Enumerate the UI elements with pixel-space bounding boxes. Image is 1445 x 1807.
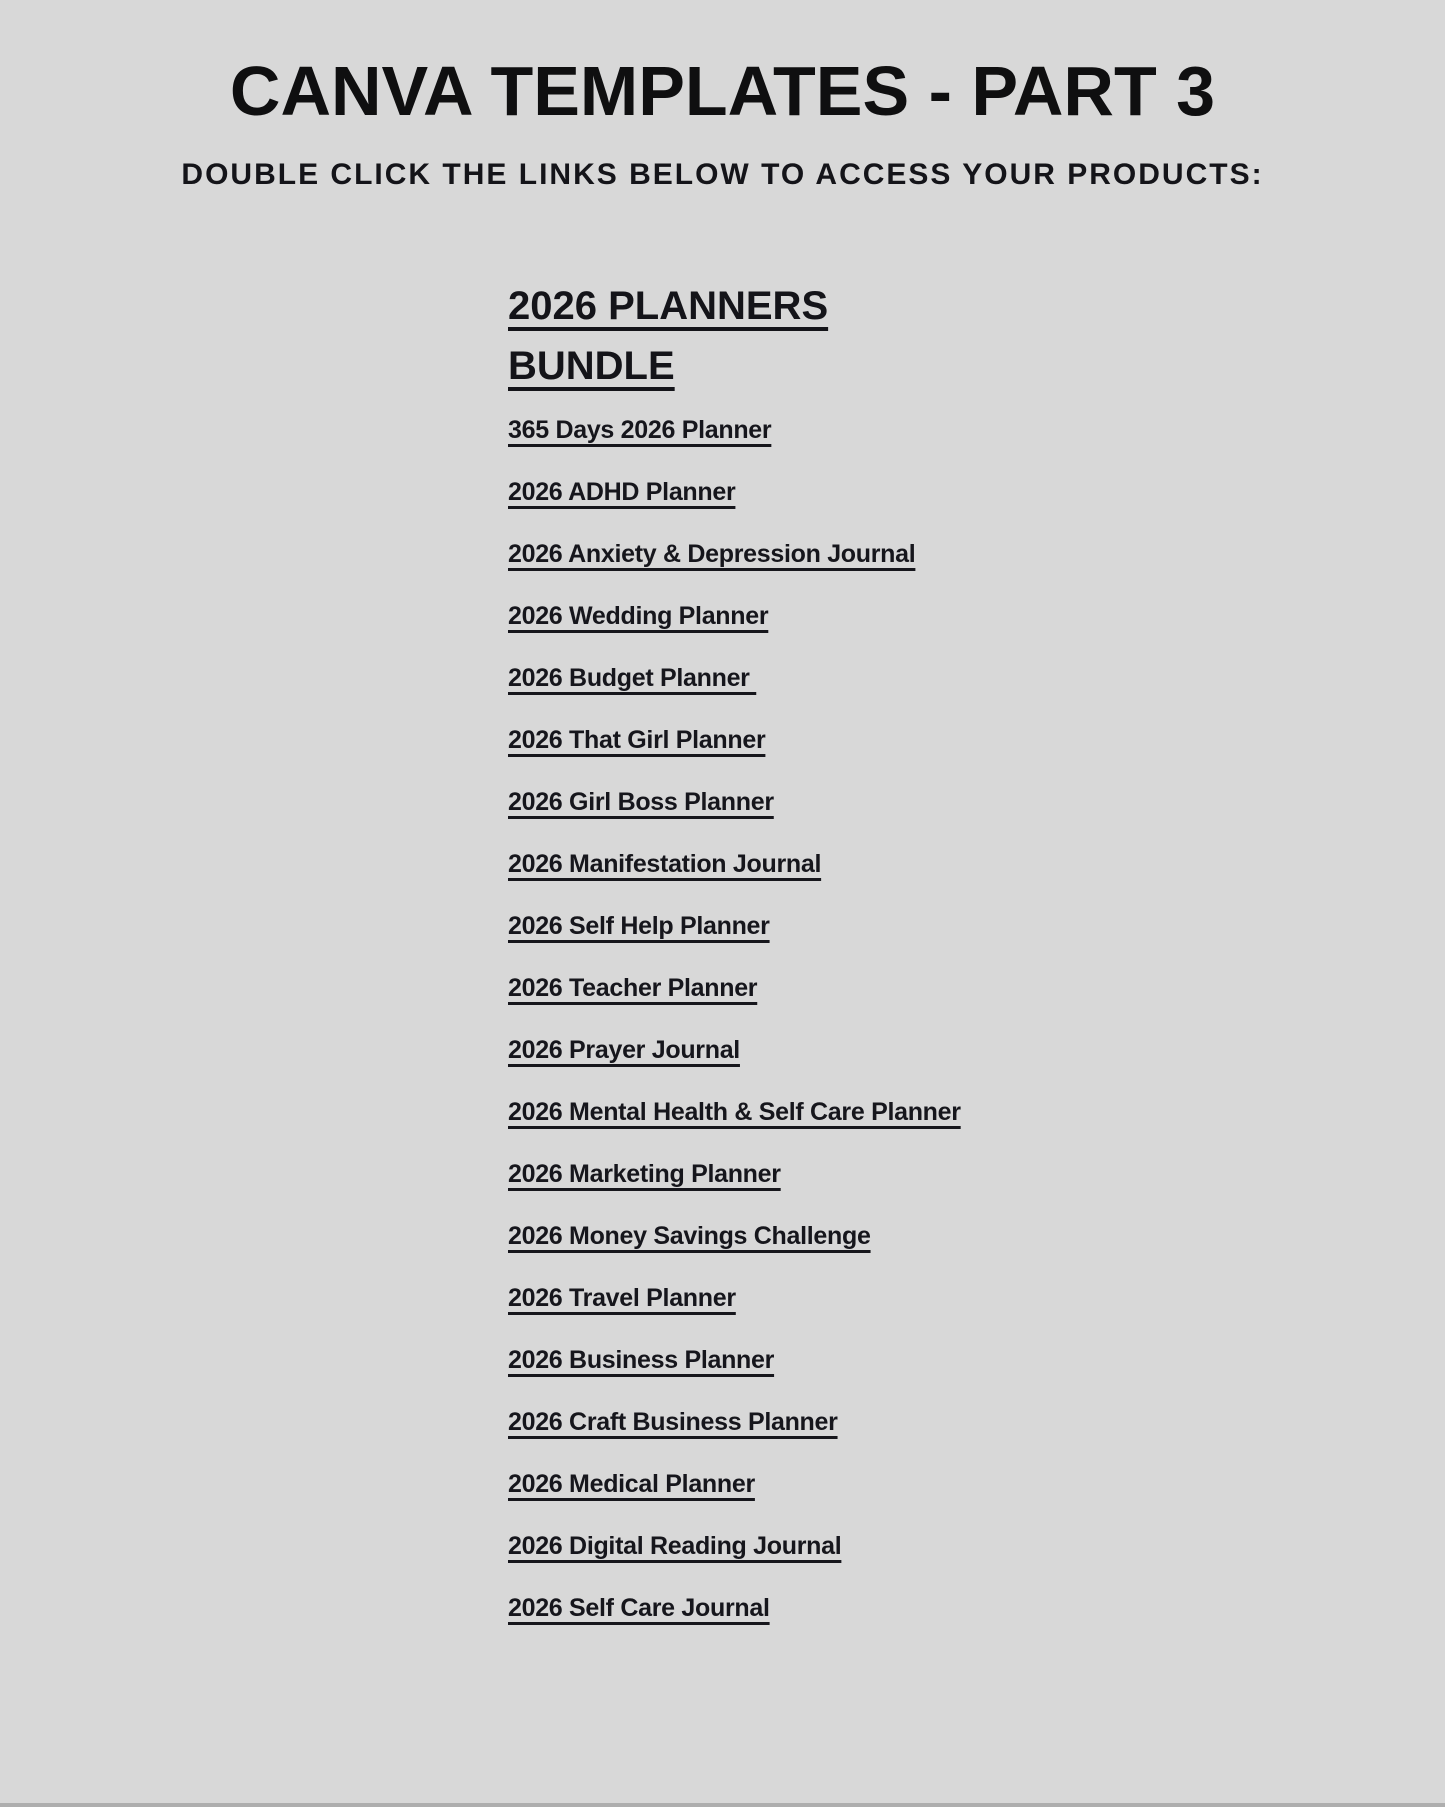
instructions-subtitle: DOUBLE CLICK THE LINKS BELOW TO ACCESS YOUR PRODUCTS: bbox=[181, 158, 1264, 191]
list-item bbox=[508, 1098, 1445, 1125]
list-item bbox=[508, 1036, 1445, 1063]
planner-link[interactable]: 2026 Mental Health & Self Care Planner bbox=[508, 1098, 961, 1126]
list-item bbox=[508, 1470, 1445, 1497]
list-item bbox=[508, 664, 1445, 691]
planner-link[interactable]: 2026 Wedding Planner bbox=[508, 602, 769, 630]
list-item bbox=[508, 540, 1445, 567]
planner-link[interactable]: 2026 Marketing Planner bbox=[508, 1160, 781, 1188]
list-item bbox=[508, 1346, 1445, 1373]
planner-link[interactable]: 2026 Money Savings Challenge bbox=[508, 1222, 871, 1250]
planner-link[interactable]: 2026 Medical Planner bbox=[508, 1470, 755, 1498]
planner-links-list bbox=[508, 416, 1445, 1621]
planner-link[interactable]: 2026 Business Planner bbox=[508, 1346, 775, 1374]
planner-link[interactable]: 2026 Self Care Journal bbox=[508, 1594, 770, 1622]
list-item bbox=[508, 1532, 1445, 1559]
planner-link[interactable]: 2026 Craft Business Planner bbox=[508, 1408, 838, 1436]
list-item bbox=[508, 1222, 1445, 1249]
list-item bbox=[508, 1284, 1445, 1311]
planner-link[interactable]: 2026 Prayer Journal bbox=[508, 1036, 740, 1064]
list-item bbox=[508, 1594, 1445, 1621]
planner-link[interactable]: 2026 ADHD Planner bbox=[508, 478, 736, 506]
planner-link[interactable]: 2026 Anxiety & Depression Journal bbox=[508, 540, 916, 568]
list-item bbox=[508, 726, 1445, 753]
planner-link[interactable]: 2026 Self Help Planner bbox=[508, 912, 770, 940]
page-title: CANVA TEMPLATES - PART 3 bbox=[229, 52, 1216, 130]
list-item bbox=[508, 478, 1445, 505]
planner-link[interactable]: 2026 Girl Boss Planner bbox=[508, 788, 774, 816]
document-body bbox=[0, 276, 1445, 1621]
page-bottom-edge bbox=[0, 1803, 1445, 1807]
planner-link[interactable]: 2026 Digital Reading Journal bbox=[508, 1532, 842, 1560]
planner-link[interactable]: 2026 Travel Planner bbox=[508, 1284, 736, 1312]
planner-link[interactable]: 2026 Manifestation Journal bbox=[508, 850, 822, 878]
list-item bbox=[508, 850, 1445, 877]
list-item bbox=[508, 1408, 1445, 1435]
planner-link[interactable]: 2026 Budget Planner bbox=[508, 664, 757, 692]
list-item bbox=[508, 602, 1445, 629]
list-item bbox=[508, 912, 1445, 939]
document-header bbox=[0, 54, 1445, 192]
list-item bbox=[508, 1160, 1445, 1187]
planner-link[interactable]: 2026 That Girl Planner bbox=[508, 726, 766, 754]
list-item bbox=[508, 416, 1445, 443]
list-item bbox=[508, 974, 1445, 1001]
planner-link[interactable]: 365 Days 2026 Planner bbox=[508, 416, 772, 444]
planner-link[interactable]: 2026 Teacher Planner bbox=[508, 974, 758, 1002]
list-item bbox=[508, 788, 1445, 815]
bundle-heading[interactable]: 2026 PLANNERS BUNDLE bbox=[508, 284, 829, 388]
